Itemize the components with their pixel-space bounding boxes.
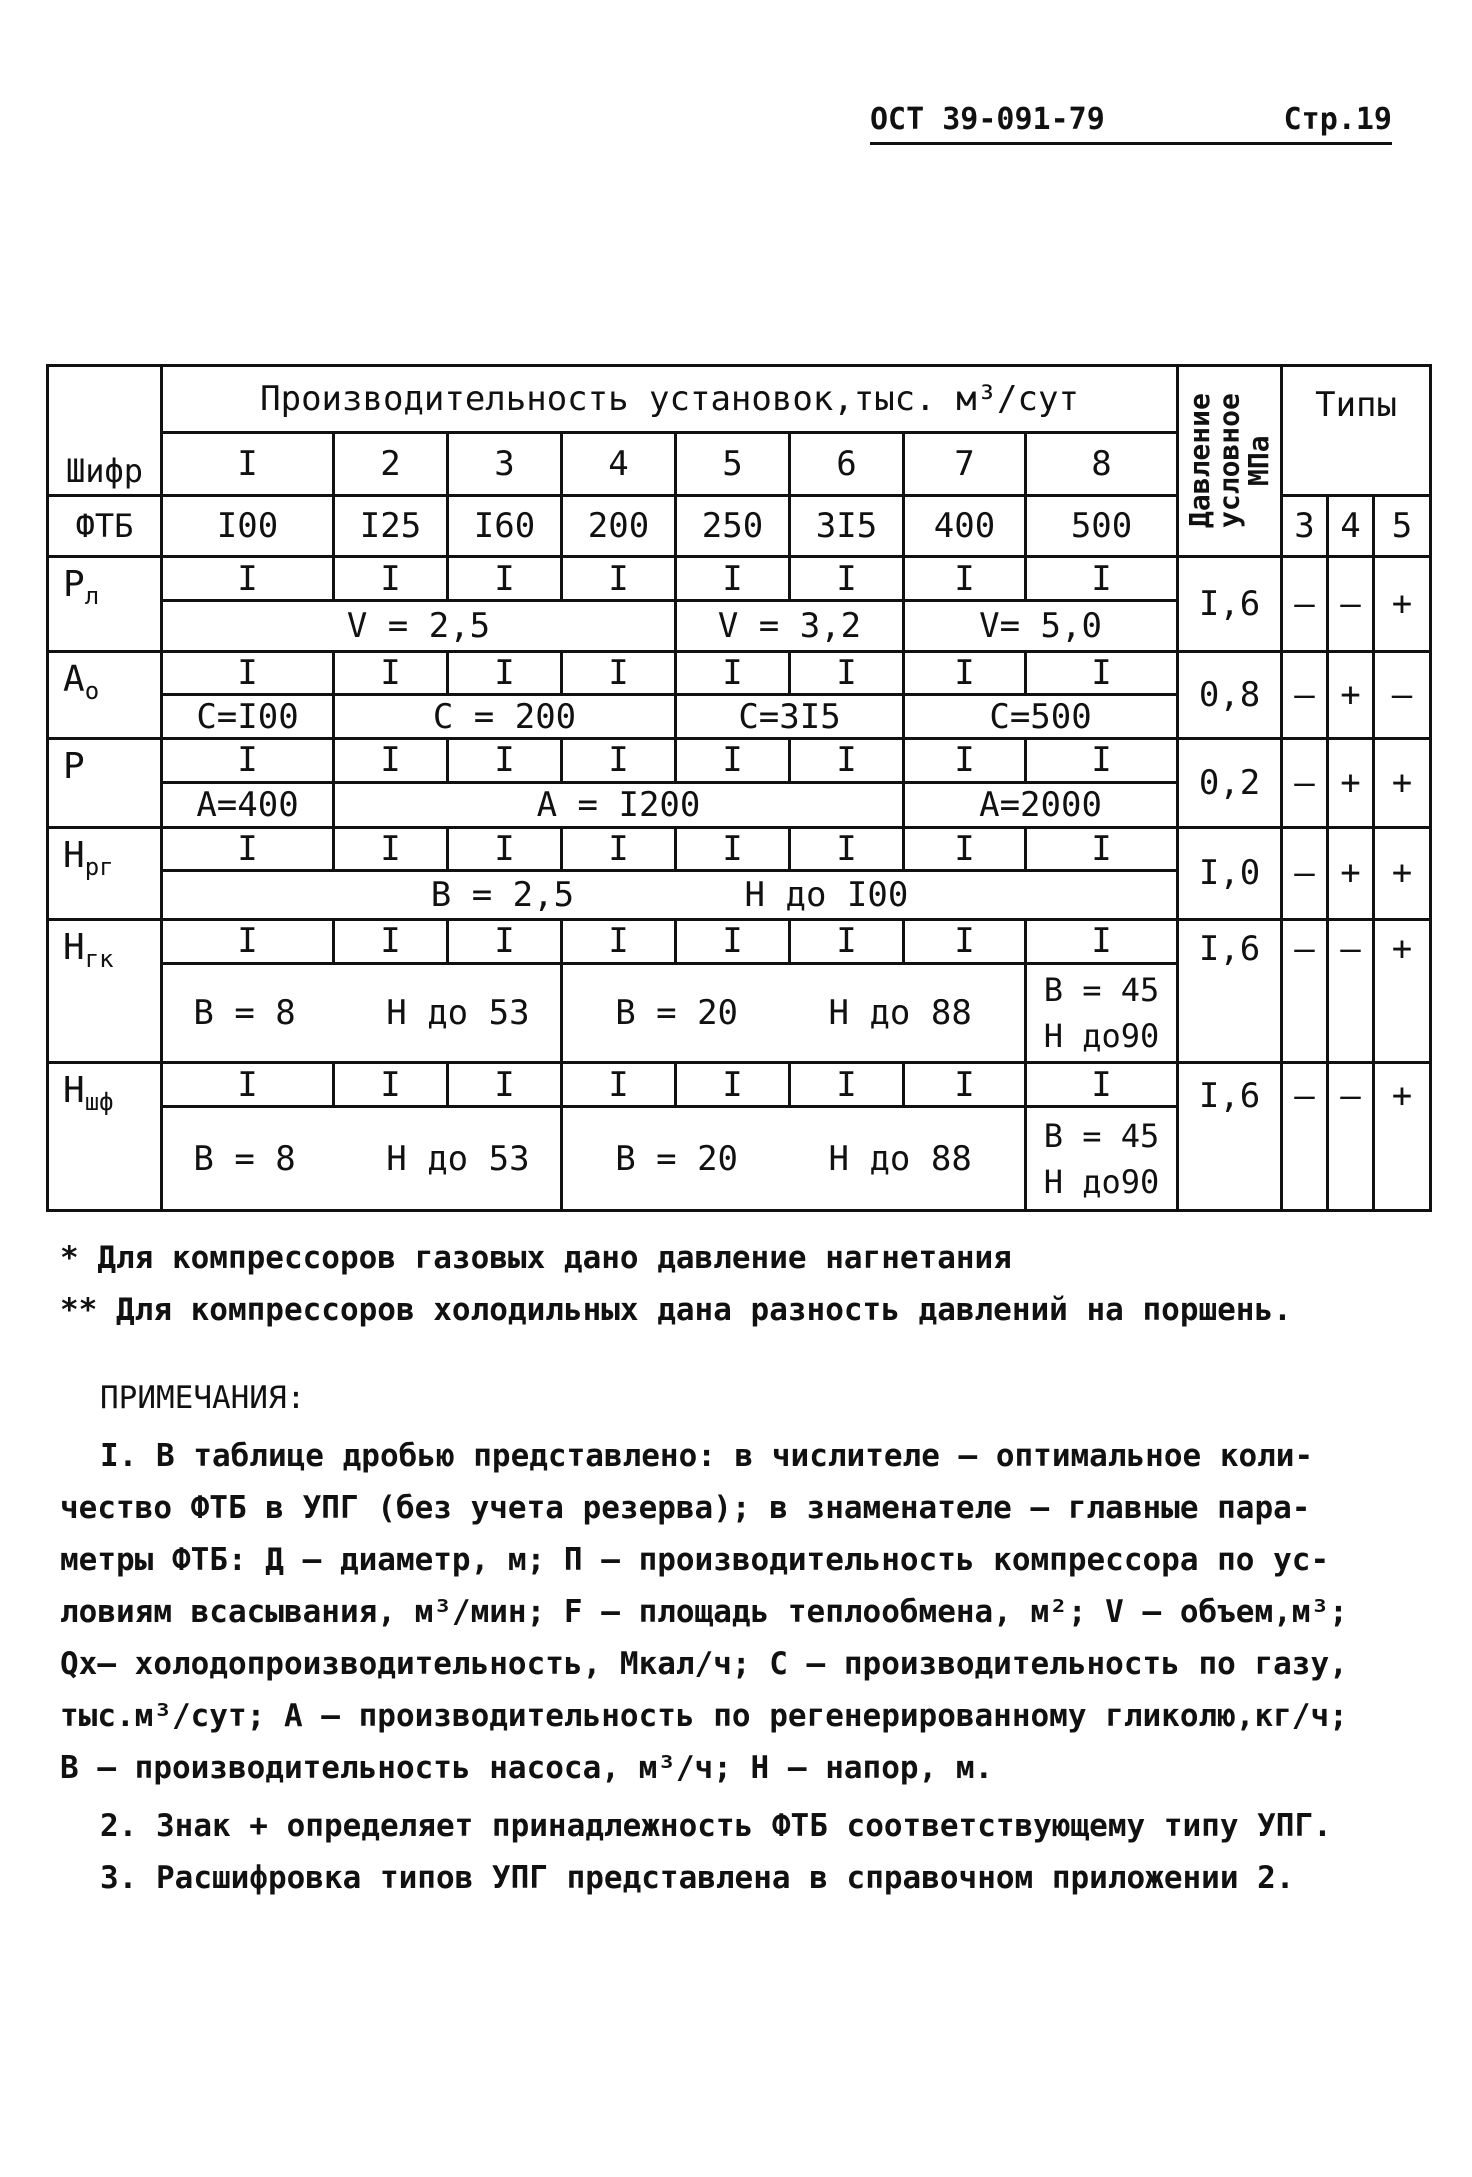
note-2: 2. Знак + определяет принадлежность ФТБ соответствующему типу УПГ. (100, 1808, 1332, 1844)
count-cell: I (562, 920, 676, 964)
param-cell: С=500 (904, 695, 1178, 739)
count-cell: I (1026, 557, 1178, 601)
count-cell: I (790, 557, 904, 601)
param-cell: С=I00 (162, 695, 334, 739)
note-1-line: В – производительность насоса, м³/ч; Н – напор, м. (60, 1750, 994, 1786)
param-flow: В = 20 (615, 1138, 739, 1179)
type5-mark: + (1374, 739, 1431, 827)
pressure-value: I,6 (1178, 920, 1282, 1063)
count-cell: I (676, 827, 790, 871)
count-cell: I (334, 557, 448, 601)
count-cell: I (676, 557, 790, 601)
param-flow: В = 2,5 (430, 875, 575, 916)
row-code (48, 920, 162, 1063)
count-cell: I (334, 920, 448, 964)
type3-mark: – (1282, 739, 1328, 827)
group-4: 4 (562, 433, 676, 496)
type5-mark: + (1374, 827, 1431, 920)
capacity-7: 400 (904, 496, 1026, 557)
row-code-main: Р (63, 746, 85, 788)
param-head: Н до 53 (386, 993, 530, 1034)
count-cell: I (1026, 827, 1178, 871)
row-code-main: Н (63, 834, 85, 876)
count-cell: I (676, 1063, 790, 1107)
param-cell: А=400 (162, 782, 334, 827)
type5-mark: + (1374, 1063, 1431, 1211)
count-cell: I (790, 920, 904, 964)
count-cell: I (790, 739, 904, 783)
pressure-value: I,6 (1178, 1063, 1282, 1211)
page-header (870, 102, 1392, 146)
pressure-value: 0,8 (1178, 651, 1282, 738)
count-cell: I (448, 557, 562, 601)
notes-section (60, 1232, 1400, 1904)
count-cell: I (162, 739, 334, 783)
count-cell: I (448, 1063, 562, 1107)
notes-title: ПРИМЕЧАНИЯ: (100, 1380, 306, 1416)
count-cell: I (334, 739, 448, 783)
count-cell: I (562, 827, 676, 871)
type-4: 4 (1328, 496, 1374, 557)
group-2: 2 (334, 433, 448, 496)
param-flow: В = 8 (193, 993, 296, 1034)
type3-mark: – (1282, 1063, 1328, 1211)
param-head: Н до 88 (828, 993, 972, 1034)
param-cell: А = I200 (334, 782, 904, 827)
header-underline (870, 142, 1392, 145)
param-cell: С=3I5 (676, 695, 904, 739)
group-6: 6 (790, 433, 904, 496)
group-5: 5 (676, 433, 790, 496)
type3-mark: – (1282, 651, 1328, 738)
note-1-line: метры ФТБ: Д – диаметр, м; П – производительность компрессора по ус- (60, 1542, 1330, 1578)
type3-mark: – (1282, 557, 1328, 652)
capacity-1: I00 (162, 496, 334, 557)
note-1 (60, 1430, 1400, 1794)
count-cell: I (562, 557, 676, 601)
param-cell: V = 2,5 (162, 600, 676, 651)
count-cell: I (162, 827, 334, 871)
count-cell: I (1026, 739, 1178, 783)
count-cell: I (162, 1063, 334, 1107)
param-cell (562, 1107, 1026, 1211)
param-head: Н до90 (1043, 1162, 1160, 1201)
type4-mark: – (1328, 1063, 1374, 1211)
col-code-subheader: ФТБ (48, 496, 162, 557)
param-cell: V= 5,0 (904, 600, 1178, 651)
count-cell: I (334, 651, 448, 695)
note-1-line: I. В таблице дробью представлено: в числителе – оптимальное коли- (100, 1438, 1314, 1474)
col-code-header: Шифр (48, 366, 162, 496)
param-cell: С = 200 (334, 695, 676, 739)
count-cell: I (448, 651, 562, 695)
count-cell: I (562, 651, 676, 695)
pressure-value: 0,2 (1178, 739, 1282, 827)
count-cell: I (790, 1063, 904, 1107)
param-cell: V = 3,2 (676, 600, 904, 651)
capacity-4: 200 (562, 496, 676, 557)
type4-mark: + (1328, 827, 1374, 920)
count-cell: I (448, 827, 562, 871)
param-head: Н до I00 (744, 875, 909, 916)
count-cell: I (334, 827, 448, 871)
row-code-sub: л (84, 582, 100, 611)
param-cell: А=2000 (904, 782, 1178, 827)
count-cell: I (1026, 1063, 1178, 1107)
param-flow: В = 45 (1043, 971, 1160, 1010)
row-code-sub: гк (84, 945, 114, 974)
count-cell: I (676, 651, 790, 695)
param-cell (162, 1107, 562, 1211)
note-3: 3. Расшифровка типов УПГ представлена в справочном приложении 2. (100, 1860, 1295, 1896)
param-head: Н до90 (1043, 1017, 1160, 1056)
count-cell: I (162, 651, 334, 695)
param-flow: В = 45 (1043, 1116, 1160, 1155)
count-cell: I (790, 651, 904, 695)
type5-mark: + (1374, 557, 1431, 652)
note-1-line: Qх– холодопроизводительность, Мкал/ч; С – производительность по газу, (60, 1646, 1348, 1682)
page-number: Стр.19 (1283, 102, 1392, 137)
type-5: 5 (1374, 496, 1431, 557)
count-cell: I (162, 920, 334, 964)
capacity-2: I25 (334, 496, 448, 557)
row-code (48, 557, 162, 652)
row-code (48, 1063, 162, 1211)
param-cell (1026, 963, 1178, 1063)
ftb-table (46, 364, 1432, 1212)
footnote-2: ** Для компрессоров холодильных дана разность давлений на поршень. (60, 1292, 1292, 1328)
count-cell: I (1026, 651, 1178, 695)
group-1: I (162, 433, 334, 496)
count-cell: I (790, 827, 904, 871)
param-head: Н до 53 (386, 1138, 530, 1179)
count-cell: I (904, 1063, 1026, 1107)
row-code-sub: о (84, 676, 100, 705)
capacity-8: 500 (1026, 496, 1178, 557)
count-cell: I (562, 739, 676, 783)
count-cell: I (162, 557, 334, 601)
param-cell (1026, 1107, 1178, 1211)
type5-mark: – (1374, 651, 1431, 738)
group-8: 8 (1026, 433, 1178, 496)
row-code-main: А (63, 658, 85, 700)
types-header: Типы (1282, 366, 1431, 496)
footnote-1: * Для компрессоров газовых дано давление нагнетания (60, 1240, 1012, 1276)
capacity-6: 3I5 (790, 496, 904, 557)
count-cell: I (448, 739, 562, 783)
param-cell (162, 871, 1178, 920)
count-cell: I (676, 920, 790, 964)
type4-mark: + (1328, 739, 1374, 827)
count-cell: I (904, 739, 1026, 783)
count-cell: I (904, 557, 1026, 601)
type4-mark: – (1328, 557, 1374, 652)
count-cell: I (904, 651, 1026, 695)
row-code-sub: шф (84, 1088, 114, 1117)
param-head: Н до 88 (828, 1138, 972, 1179)
count-cell: I (448, 920, 562, 964)
note-1-line: ловиям всасывания, м³/мин; F – площадь теплообмена, м²; V – объем,м³; (60, 1594, 1348, 1630)
row-code (48, 827, 162, 920)
group-3: 3 (448, 433, 562, 496)
param-cell (162, 963, 562, 1063)
capacity-5: 250 (676, 496, 790, 557)
count-cell: I (334, 1063, 448, 1107)
type3-mark: – (1282, 920, 1328, 1063)
type4-mark: – (1328, 920, 1374, 1063)
count-cell: I (562, 1063, 676, 1107)
perf-title: Производительность установок,тыс. м³/сут (162, 366, 1178, 433)
row-code-sub: рг (84, 852, 114, 881)
param-flow: В = 8 (193, 1138, 296, 1179)
pressure-header-text: Давление условное МПа (1182, 393, 1275, 529)
capacity-3: I60 (448, 496, 562, 557)
type3-mark: – (1282, 827, 1328, 920)
note-1-line: чество ФТБ в УПГ (без учета резерва); в знаменателе – главные пара- (60, 1490, 1311, 1526)
row-code (48, 651, 162, 738)
document-code: ОСТ 39-091-79 (870, 102, 1105, 137)
row-code-main: Н (63, 927, 85, 969)
count-cell: I (904, 920, 1026, 964)
type-3: 3 (1282, 496, 1328, 557)
row-code (48, 739, 162, 827)
row-code-main: Н (63, 1070, 85, 1112)
param-flow: В = 20 (615, 993, 739, 1034)
count-cell: I (676, 739, 790, 783)
group-7: 7 (904, 433, 1026, 496)
type5-mark: + (1374, 920, 1431, 1063)
note-1-line: тыс.м³/сут; А – производительность по регенерированному гликолю,кг/ч; (60, 1698, 1348, 1734)
count-cell: I (904, 827, 1026, 871)
param-cell (562, 963, 1026, 1063)
count-cell: I (1026, 920, 1178, 964)
pressure-value: I,0 (1178, 827, 1282, 920)
type4-mark: + (1328, 651, 1374, 738)
pressure-value: I,6 (1178, 557, 1282, 652)
pressure-header (1178, 366, 1282, 557)
row-code-main: Р (63, 564, 85, 606)
